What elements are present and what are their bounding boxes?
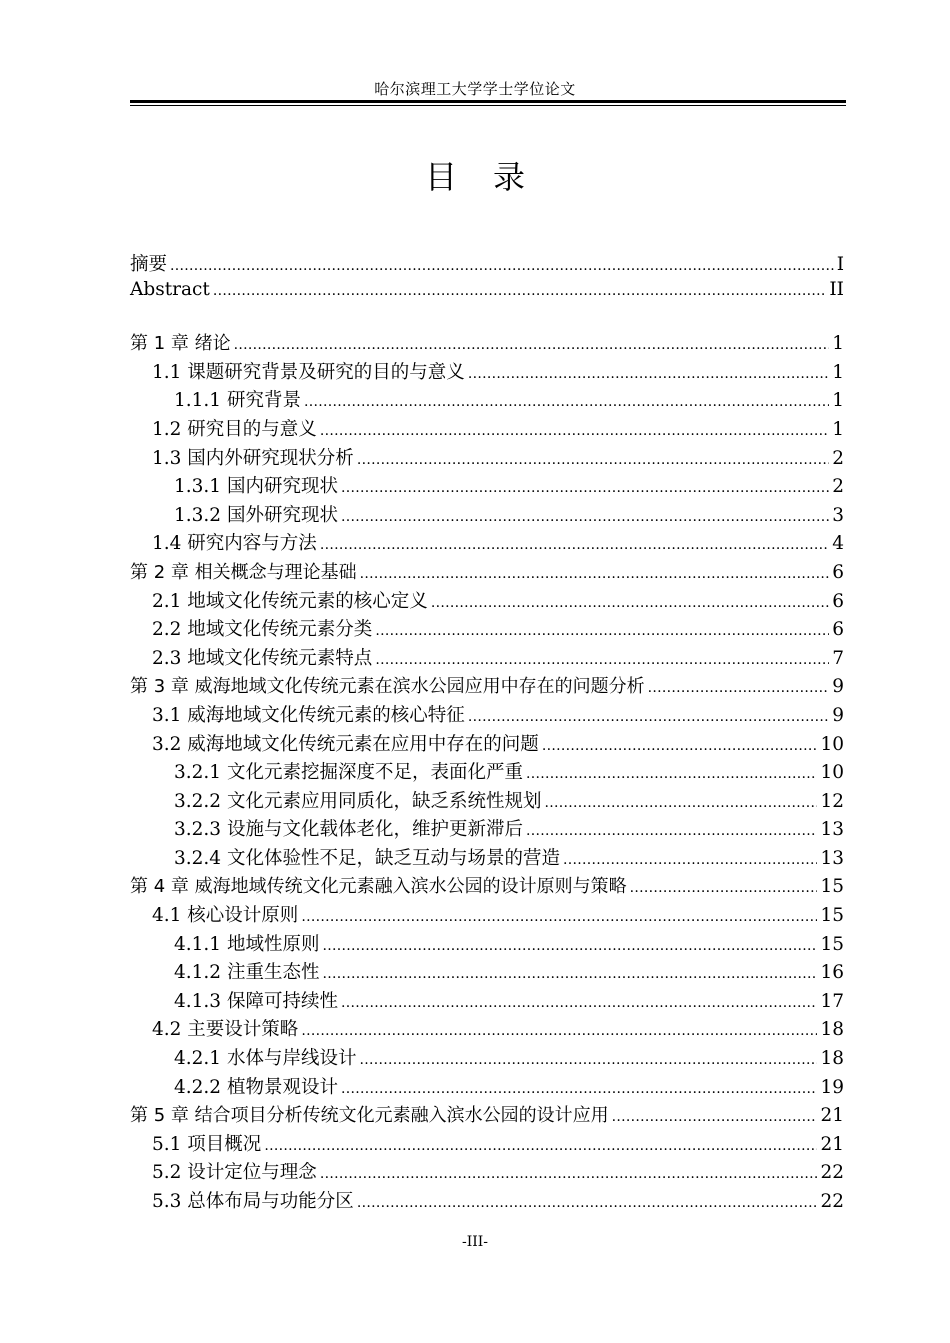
toc-entry[interactable] [130,701,844,730]
toc-entry-page: 9 [832,676,844,698]
toc-entry-label: 1.3.1 国内研究现状 [174,476,338,498]
toc-entry[interactable] [130,787,844,816]
toc-entry[interactable] [130,987,844,1016]
toc-entry[interactable] [130,1158,844,1187]
toc-dot-leader [170,258,834,274]
toc-entry[interactable] [130,529,844,558]
toc-entry-label: 4.1.1 地域性原则 [174,933,320,955]
toc-entry-label: 4.1.2 注重生态性 [174,962,320,984]
toc-entry-label: 4.2.1 水体与岸线设计 [174,1048,357,1070]
toc-dot-leader [542,738,818,754]
toc-entry-page: 13 [820,847,844,869]
toc-entry-label: 3.2.3 设施与文化载体老化，维护更新滞后 [174,819,523,841]
toc-entry[interactable] [130,1187,844,1216]
toc-entry-page: I [836,254,844,275]
toc-entry-page: 2 [832,447,844,469]
toc-entry-label: 3.2.4 文化体验性不足，缺乏互动与场景的营造 [174,847,560,869]
toc-entry-page: 16 [820,962,844,984]
toc-entry-label: 1.1.1 研究背景 [174,390,301,412]
toc-dot-leader [341,509,829,525]
page-number: -III- [461,1234,489,1250]
toc-entry-page: 21 [820,1105,844,1127]
toc-entry-page: 13 [820,819,844,841]
toc-dot-leader [468,366,829,382]
toc-dot-leader [357,1195,818,1211]
toc-dot-leader [301,909,817,925]
toc-dot-leader [468,709,829,725]
toc-entry[interactable] [130,386,844,415]
toc-entry-label: 3.1 威海地域文化传统元素的核心特征 [152,704,465,726]
toc-dot-leader [322,938,817,954]
toc-dot-leader [431,595,829,611]
toc-dot-leader [213,283,827,299]
toc-entry-page: 12 [820,790,844,812]
toc-entry[interactable] [130,444,844,473]
toc-entry-label: 3.2 威海地域文化传统元素在应用中存在的问题 [152,733,539,755]
toc-entry-label: 1.4 研究内容与方法 [152,533,317,555]
toc-entry-page: 6 [832,590,844,612]
toc-entry-label: 1.3 国内外研究现状分析 [152,447,354,469]
toc-entry[interactable] [130,501,844,530]
toc-dot-leader [320,1166,818,1182]
toc-dot-leader [375,623,829,639]
toc-entry-page: 7 [832,647,844,669]
toc-dot-leader [234,337,830,353]
toc-entry-label: 5.1 项目概况 [152,1133,262,1155]
toc-dot-leader [630,880,818,896]
toc-entry-page: 3 [832,504,844,526]
toc-entry-label: 第 4 章 威海地域传统文化元素融入滨水公园的设计原则与策略 [130,876,627,898]
toc-entry-page: 18 [820,1019,844,1041]
toc-dot-leader [341,480,829,496]
toc-entry-label: 4.1 核心设计原则 [152,905,299,927]
toc-dot-leader [264,1138,817,1154]
toc-entry-label: 3.2.2 文化元素应用同质化，缺乏系统性规划 [174,790,542,812]
toc-dot-leader [357,452,829,468]
toc-entry-page: 21 [820,1133,844,1155]
toc-entry-page: 17 [820,990,844,1012]
toc-entry[interactable] [130,730,844,759]
toc-entry-label: 第 5 章 结合项目分析传统文化元素融入滨水公园的设计应用 [130,1105,609,1127]
toc-entry[interactable] [130,587,844,616]
toc-entry-page: 10 [820,733,844,755]
toc-entry[interactable] [130,329,844,358]
toc-entry-label: 1.1 课题研究背景及研究的目的与意义 [152,361,465,383]
table-of-contents [130,250,844,1216]
toc-dot-leader [563,852,817,868]
toc-entry-label: 1.2 研究目的与意义 [152,418,317,440]
toc-entry[interactable] [130,930,844,959]
toc-entry[interactable] [130,358,844,387]
toc-entry-page: 15 [820,876,844,898]
toc-dot-leader [359,1052,817,1068]
toc-dot-leader [544,795,817,811]
toc-dot-leader [341,995,817,1011]
toc-entry-page: 15 [820,933,844,955]
header-rule-thick [130,100,846,103]
toc-entry-label: 4.2 主要设计策略 [152,1019,299,1041]
toc-entry[interactable] [130,1130,844,1159]
toc-entry-page: 1 [832,361,844,383]
toc-entry-label: 第 2 章 相关概念与理论基础 [130,561,357,583]
toc-entry-label: 1.3.2 国外研究现状 [174,504,338,526]
header-rule-thin [130,105,846,106]
toc-dot-leader [304,394,829,410]
toc-entry-label: 5.3 总体布局与功能分区 [152,1191,354,1212]
toc-entry[interactable] [130,672,844,701]
toc-entry[interactable] [130,279,844,308]
toc-entry[interactable] [130,901,844,930]
toc-entry[interactable] [130,644,844,673]
toc-entry-label: 2.1 地域文化传统元素的核心定义 [152,590,428,612]
toc-entry-page: 1 [832,333,844,355]
toc-entry-page: 22 [820,1191,844,1212]
toc-entry-page: 4 [832,533,844,555]
toc-entry-page: 2 [832,476,844,498]
toc-dot-leader [526,766,817,782]
toc-entry-label: 2.3 地域文化传统元素特点 [152,647,373,669]
toc-entry-page: 1 [832,390,844,412]
toc-dot-leader [526,823,817,839]
toc-entry-label: Abstract [130,278,210,300]
toc-entry-label: 第 1 章 绪论 [130,333,231,355]
toc-entry-label: 3.2.1 文化元素挖掘深度不足，表面化严重 [174,762,523,784]
running-header: 哈尔滨理工大学学士学位论文 [374,80,576,98]
toc-entry-page: 9 [832,704,844,726]
toc-entry-label: 摘要 [130,254,168,275]
toc-entry[interactable] [130,250,844,279]
toc-entry[interactable] [130,844,844,873]
toc-entry[interactable] [130,1044,844,1073]
toc-dot-leader [320,537,829,553]
toc-entry-page: 6 [832,561,844,583]
toc-entry-label: 第 3 章 威海地域文化传统元素在滨水公园应用中存在的问题分析 [130,676,645,698]
toc-dot-leader [320,423,829,439]
toc-entry-page: 19 [820,1076,844,1098]
toc-entry[interactable] [130,1101,844,1130]
toc-entry-page: 1 [832,418,844,440]
toc-dot-leader [612,1109,818,1125]
toc-entry-page: 15 [820,905,844,927]
toc-entry-label: 5.2 设计定位与理念 [152,1162,317,1184]
toc-entry-page: 6 [832,619,844,641]
toc-dot-leader [360,566,830,582]
toc-entry[interactable] [130,872,844,901]
toc-dot-leader [322,966,817,982]
toc-dot-leader [375,652,829,668]
toc-entry-label: 4.1.3 保障可持续性 [174,990,338,1012]
toc-dot-leader [341,1081,817,1097]
toc-entry-page: II [829,278,844,300]
toc-dot-leader [301,1023,817,1039]
toc-entry-page: 18 [820,1048,844,1070]
page-title: 目录 [424,158,561,196]
toc-entry[interactable] [130,615,844,644]
toc-dot-leader [648,680,830,696]
toc-entry-page: 10 [820,762,844,784]
toc-entry[interactable] [130,758,844,787]
toc-entry-label: 2.2 地域文化传统元素分类 [152,619,373,641]
toc-entry-page: 22 [820,1162,844,1184]
toc-entry-label: 4.2.2 植物景观设计 [174,1076,338,1098]
toc-entry[interactable] [130,958,844,987]
toc-entry[interactable] [130,1015,844,1044]
toc-entry[interactable] [130,472,844,501]
toc-entry[interactable] [130,815,844,844]
toc-entry[interactable] [130,1073,844,1102]
toc-entry[interactable] [130,558,844,587]
toc-entry[interactable] [130,415,844,444]
